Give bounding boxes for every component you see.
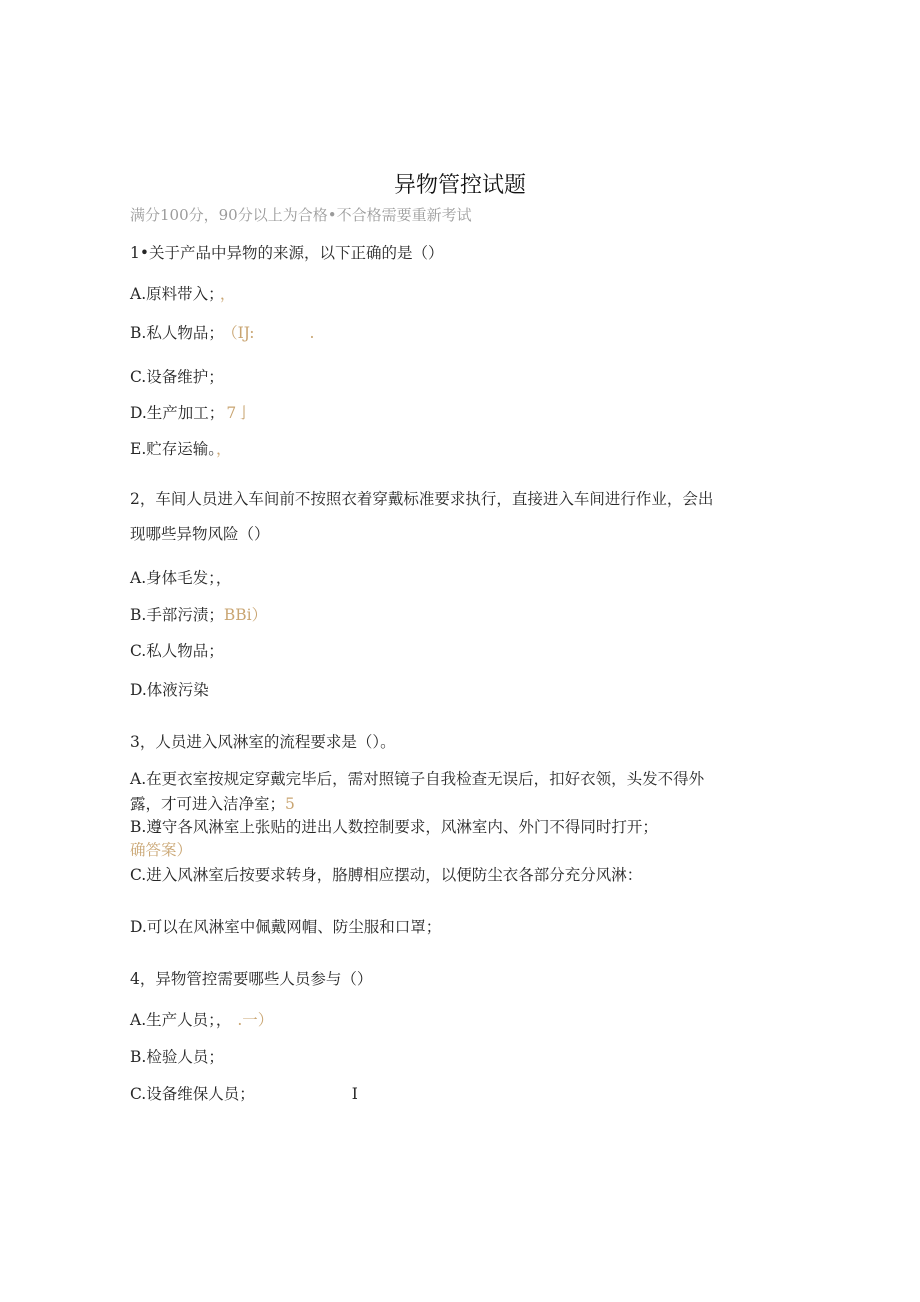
page-subtitle: 满分100分，90分以上为合格•不合格需要重新考试 [130,206,472,224]
q2-option-d: D.体液污染 [130,681,209,699]
option-text: C.设备维保人员； [130,1085,255,1103]
q3-option-b: B.遵守各风淋室上张贴的进出人数控制要求，风淋室内、外门不得同时打开； [130,818,658,836]
handwritten-note: ， [216,440,232,458]
stray-mark: I [351,1085,358,1103]
q2-option-b [130,603,267,625]
q4-option-b: B.检验人员； [130,1048,224,1066]
q3-option-a-line-1: A.在更衣室按规定穿戴完毕后，需对照镜子自我检查无误后，扣好衣领，头发不得外 [130,770,705,788]
q3-option-d: D.可以在风淋室中佩戴网帽、防尘服和口罩； [130,918,442,936]
handwritten-note: 7亅 [226,404,252,422]
question-1: 1•关于产品中异物的来源，以下正确的是（） [130,244,444,262]
question-4: 4，异物管控需要哪些人员参与（） [130,970,373,988]
handwritten-note: .一） [237,1011,274,1029]
q3-option-c: C.进入风淋室后按要求转身，胳膊相应摆动，以便防尘衣各部分充分风淋： [130,866,643,884]
handwritten-note: 5 [285,795,295,813]
option-text: 露，才可进入洁净室； [130,795,286,813]
handwritten-note: . [309,324,315,342]
question-2-line-2: 现哪些异物风险（） [130,525,270,543]
option-text: E.贮存运输。 [130,440,216,458]
q1-option-e [130,437,232,459]
handwritten-note: （IJ: [229,324,255,342]
option-text: B.手部污渍； [130,606,224,624]
q1-option-c: C.设备维护； [130,368,224,386]
option-text: D.生产加工； [130,404,225,422]
q1-option-a [130,282,235,304]
handwritten-note: ， [219,285,236,303]
option-text: A.原料带入； [130,285,216,303]
option-text: A.生产人员；， [130,1011,232,1029]
q1-option-b [130,321,314,343]
q3-answer-note: 确答案） [130,841,193,859]
question-3: 3，人员进入风淋室的流程要求是（）。 [130,733,396,751]
page-title: 异物管控试题 [393,173,526,198]
handwritten-note: BBi） [223,606,268,624]
question-2-line-1: 2，车间人员进入车间前不按照衣着穿戴标准要求执行，直接进入车间进行作业，会出 [130,490,714,508]
q4-option-a [130,1008,273,1030]
q3-option-a-line-2 [130,792,295,814]
option-text: B.私人物品； [130,324,224,342]
q1-option-d [130,401,252,423]
q2-option-a: A.身体毛发；， [130,569,232,587]
q2-option-c: C.私人物品； [130,642,224,660]
q4-option-c [130,1082,358,1104]
